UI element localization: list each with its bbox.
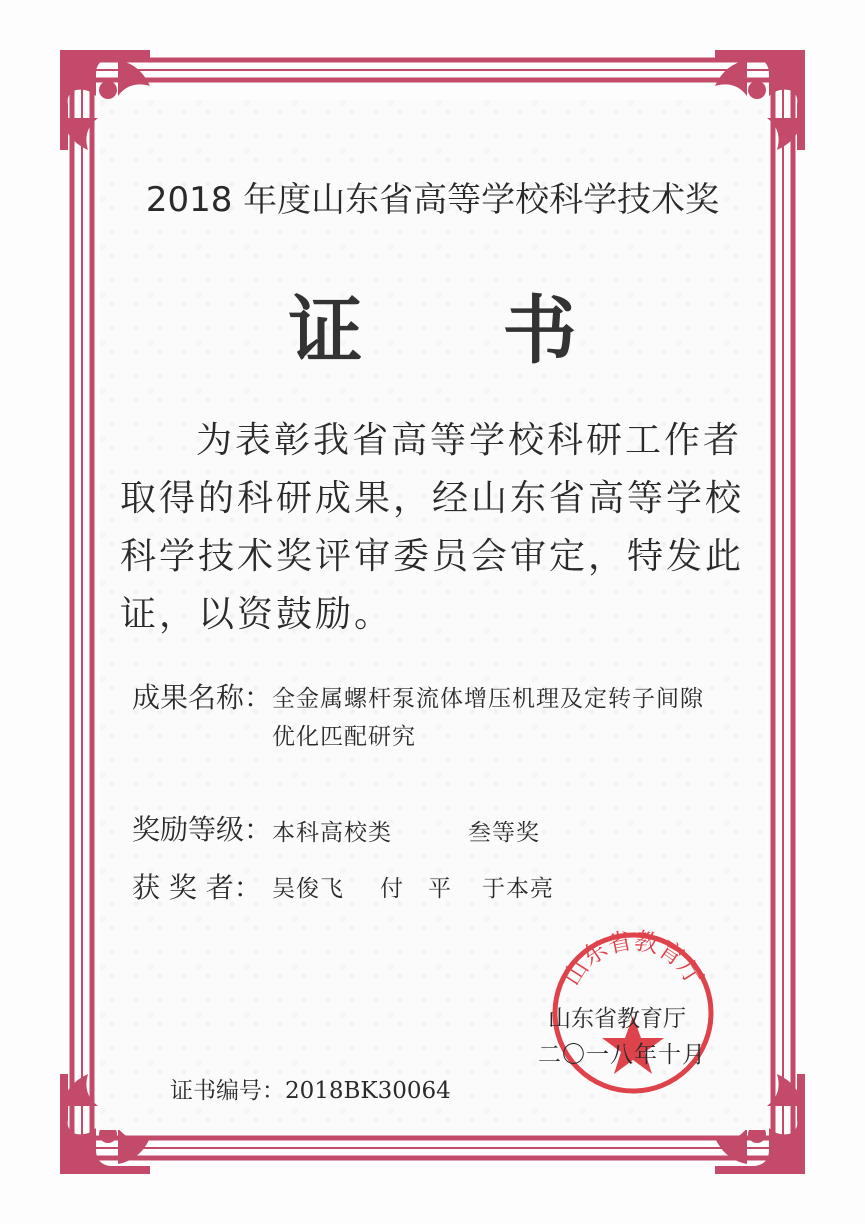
award-grade: 叁等奖 (468, 820, 540, 846)
certificate-number: 证书编号：2018BK30064 (170, 1078, 451, 1104)
award-category: 本科高校类 (272, 820, 392, 846)
achievement-name-line2: 优化匹配研究 (272, 724, 416, 750)
winner-name: 吴俊飞 (272, 876, 344, 902)
winners-label: 获 奖 者： (132, 871, 262, 904)
certificate-body: 为表彰我省高等学校科研工作者取得的科研成果，经山东省高等学校科学技术奖评审委员会审定，特发此证，以资鼓励。 (120, 420, 745, 635)
issuer-name: 山东省教育厅 (548, 1006, 686, 1032)
issue-date: 二〇一八年十月 (538, 1042, 706, 1068)
achievement-name-line1: 全金属螺杆泵流体增压机理及定转子间隙 (272, 686, 704, 712)
seal-text: 山东省教育厅 (557, 928, 709, 991)
certificate-title: 2018 年度山东省高等学校科学技术奖 (145, 180, 720, 220)
winner-name: 于本亮 (482, 876, 554, 902)
achievement-label: 成果名称： (132, 681, 273, 714)
award-level-label: 奖励等级： (132, 813, 273, 846)
certificate-heading: 证书 (288, 288, 717, 374)
winner-name: 付 平 (380, 876, 452, 902)
